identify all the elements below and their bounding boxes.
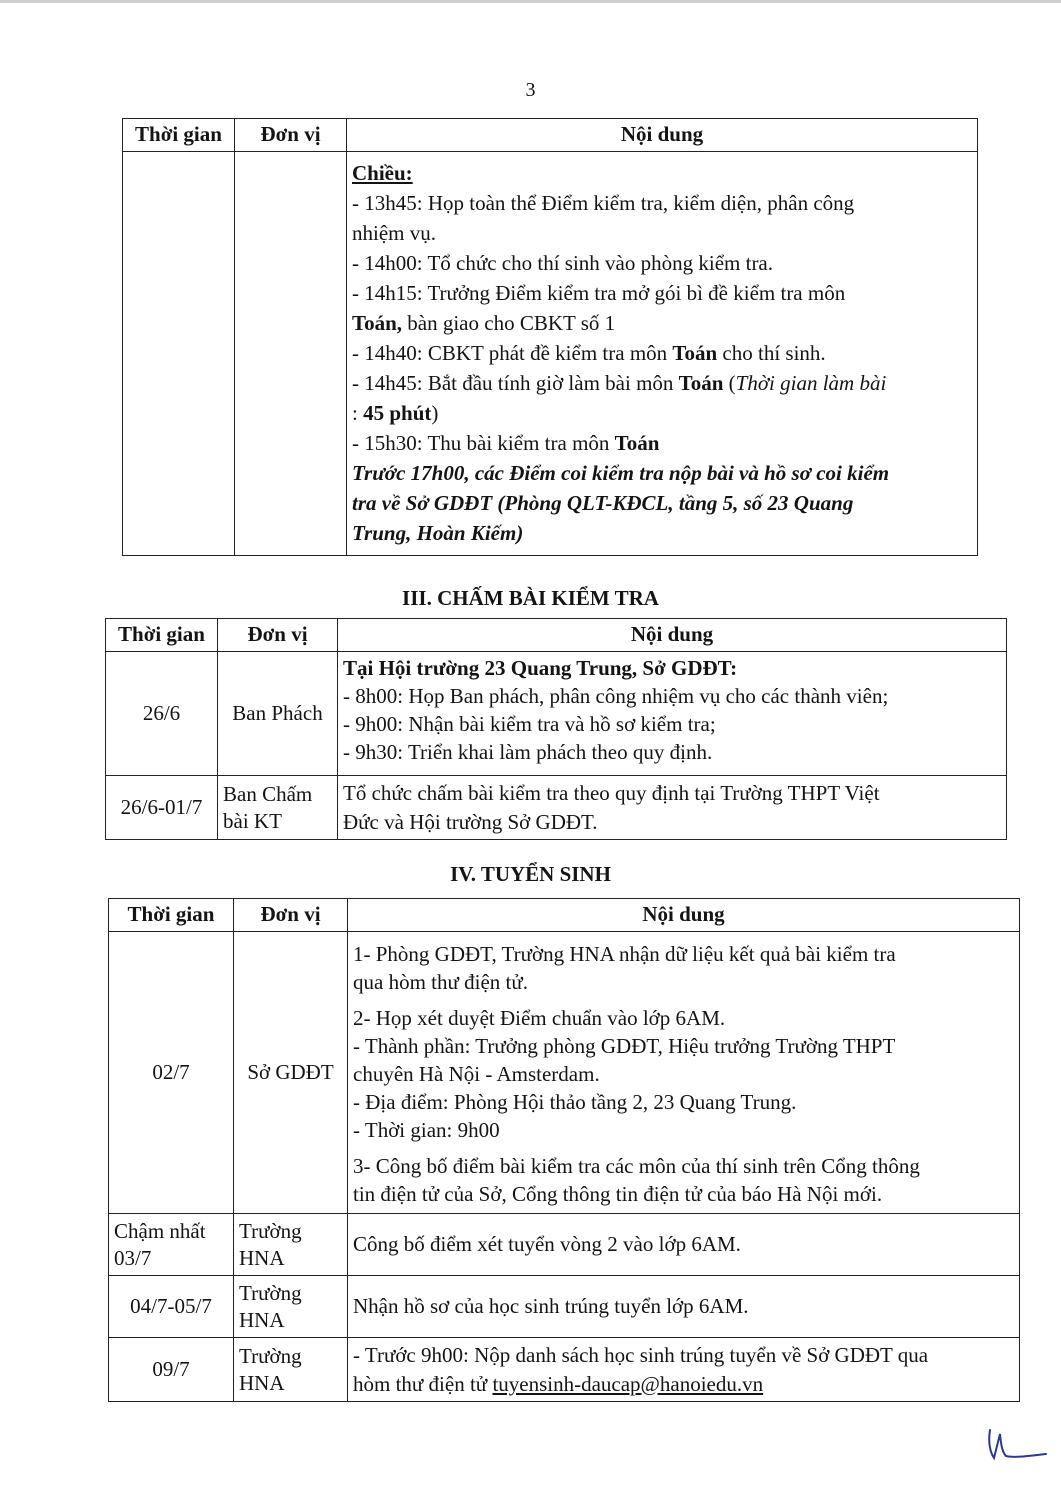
time-line: 03/7 [114,1245,152,1270]
unit-cell: Sở GDĐT [234,932,348,1214]
schedule-line: - 9h30: Triển khai làm phách theo quy định. [343,740,713,764]
subject-label: Toán [614,431,660,455]
duration-value: 45 phút [363,401,432,425]
duration-note: Thời gian làm bài [735,371,887,395]
content-line: Tổ chức chấm bài kiểm tra theo quy định tại Trường THPT Việt [343,780,880,805]
header-time: Thời gian [109,899,234,932]
schedule-line: - 9h00: Nhận bài kiểm tra và hồ sơ kiểm tra; [343,712,716,736]
unit-line: Trường [239,1218,302,1243]
content-line: 1- Phòng GDĐT, Trường HNA nhận dữ liệu kết quả bài kiểm tra [353,942,896,966]
unit-cell [218,776,338,840]
line-text: hòm thư điện tử [353,1371,493,1396]
unit-line: HNA [239,1245,285,1270]
content-line: - Thời gian: 9h00 [353,1118,500,1142]
table-row [109,1338,1020,1402]
section-title-grading: III. CHẤM BÀI KIỂM TRA [402,586,659,610]
schedule-line: - 13h45: Họp toàn thể Điểm kiểm tra, kiểm diện, phân công [352,191,855,215]
time-line: Chậm nhất [114,1218,206,1243]
time-cell: 04/7-05/7 [109,1276,234,1338]
signature-mark [984,1424,1048,1464]
schedule-line [352,338,972,368]
content-line: - Thành phần: Trưởng phòng GDĐT, Hiệu trưởng Trường THPT [353,1034,896,1058]
content-line: 2- Họp xét duyệt Điểm chuẩn vào lớp 6AM. [353,1006,726,1030]
content-cell [348,1338,1020,1402]
table-header-row [123,119,978,152]
header-unit: Đơn vị [235,119,347,152]
content-line: - Trước 9h00: Nộp danh sách học sinh trúng tuyển về Sở GDĐT qua [353,1342,929,1367]
table-header-row [109,899,1020,932]
content-line: qua hòm thư điện tử. [353,970,528,994]
content-line: - Địa điểm: Phòng Hội thảo tầng 2, 23 Quang Trung. [353,1090,797,1114]
unit-line: bài KT [223,808,282,833]
header-content: Nội dung [348,899,1020,932]
content-cell [338,776,1007,840]
content-cell [347,152,978,556]
unit-cell [235,152,347,556]
content-line: chuyên Hà Nội - Amsterdam. [353,1062,600,1086]
schedule-line [352,428,972,458]
header-unit: Đơn vị [218,619,338,652]
line-text: ( [723,371,736,395]
header-content: Nội dung [347,119,978,152]
top-edge-line [0,0,1061,3]
schedule-line [352,398,972,428]
table-header-row [106,619,1007,652]
content-cell [338,652,1007,776]
page-number: 3 [525,79,536,101]
unit-line: Trường [239,1280,302,1305]
unit-line: Ban Chấm [223,781,313,806]
time-cell: 09/7 [109,1338,234,1402]
line-text: ) [431,401,439,425]
table-row [109,932,1020,1214]
schedule-line: - 14h00: Tổ chức cho thí sinh vào phòng kiểm tra. [352,251,774,275]
unit-line: HNA [239,1370,285,1395]
unit-cell [234,1338,348,1402]
schedule-line: nhiệm vụ. [352,221,436,245]
content-line: 3- Công bố điểm bài kiểm tra các môn của thí sinh trên Cổng thông [353,1154,920,1178]
time-cell: 26/6 [106,652,218,776]
header-time: Thời gian [106,619,218,652]
table-row [109,1276,1020,1338]
header-time: Thời gian [123,119,235,152]
unit-line: HNA [239,1307,285,1332]
content-line: tin điện tử của Sở, Cổng thông tin điện tử của báo Hà Nội mới. [353,1182,883,1206]
unit-cell: Ban Phách [218,652,338,776]
time-cell: 02/7 [109,932,234,1214]
schedule-line [352,368,972,398]
content-line [353,1370,1014,1399]
content-cell: Công bố điểm xét tuyển vòng 2 vào lớp 6AM. [348,1214,1020,1276]
grading-table [105,618,1007,840]
schedule-line: - 8h00: Họp Ban phách, phân công nhiệm vụ cho các thành viên; [343,684,889,708]
time-cell [123,152,235,556]
submission-note: tra về Sở GDĐT (Phòng QLT-KĐCL, tầng 5, số 23 Quang [352,491,854,515]
subject-label: Toán [672,341,718,365]
line-text: - 15h30: Thu bài kiểm tra môn [352,431,615,455]
unit-cell [234,1276,348,1338]
admission-table [108,898,1020,1402]
schedule-table-continued [122,118,978,556]
submission-note: Trước 17h00, các Điểm coi kiểm tra nộp bài và hồ sơ coi kiểm [352,461,890,485]
time-cell [109,1214,234,1276]
line-text: - 14h45: Bắt đầu tính giờ làm bài môn [352,371,679,395]
section-title-admission: IV. TUYỂN SINH [450,862,611,886]
line-text: - 14h40: CBKT phát đề kiểm tra môn [352,341,673,365]
content-cell [348,932,1020,1214]
content-cell: Nhận hồ sơ của học sinh trúng tuyển lớp 6AM. [348,1276,1020,1338]
line-text: : [352,401,364,425]
line-text: bàn giao cho CBKT số 1 [402,311,616,335]
unit-cell [234,1214,348,1276]
unit-line: Trường [239,1343,302,1368]
time-cell: 26/6-01/7 [106,776,218,840]
email-link[interactable]: tuyensinh-daucap@hanoiedu.vn [492,1371,764,1396]
subject-label: Toán [678,371,724,395]
table-row [109,1214,1020,1276]
schedule-line [352,308,972,338]
header-unit: Đơn vị [234,899,348,932]
content-line: Đức và Hội trường Sở GDĐT. [343,809,598,834]
afternoon-heading: Chiều: [352,161,413,185]
subject-label: Toán, [352,311,403,335]
venue-heading: Tại Hội trường 23 Quang Trung, Sở GDĐT: [343,656,738,680]
header-content: Nội dung [338,619,1007,652]
line-text: cho thí sinh. [717,341,826,365]
table-row [106,652,1007,776]
table-row [123,152,978,556]
submission-note: Trung, Hoàn Kiếm) [352,521,524,545]
schedule-line: - 14h15: Trưởng Điểm kiểm tra mở gói bì đề kiểm tra môn [352,281,846,305]
table-row [106,776,1007,840]
